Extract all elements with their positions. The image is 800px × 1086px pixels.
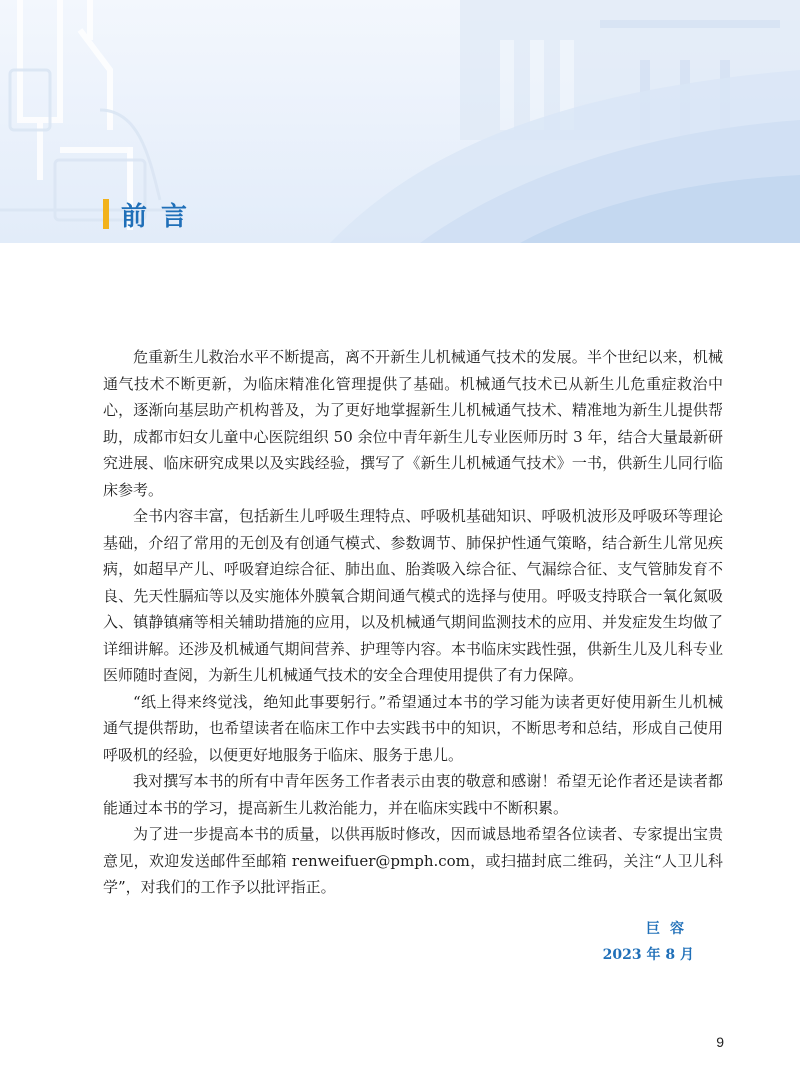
paragraph: “纸上得来终觉浅，绝知此事要躬行。”希望通过本书的学习能为读者更好使用新生儿机械通气提供帮助，也希望读者在临床工作中去实践书中的知识，不断思考和总结，形成自己使用呼吸机的经验，以便更好地服务于临床、服务于患儿。 xyxy=(103,692,723,764)
preface-body xyxy=(103,344,723,901)
header-banner xyxy=(0,0,800,243)
author-signature: 巨容 xyxy=(646,921,694,937)
paragraph: 我对撰写本书的所有中青年医务工作者表示由衷的敬意和感谢！希望无论作者还是读者都能通过本书的学习，提高新生儿救治能力，并在临床实践中不断积累。 xyxy=(103,772,723,817)
paragraph: 为了进一步提高本书的质量，以供再版时修改，因而诚恳地希望各位读者、专家提出宝贵意见，欢迎发送邮件至邮箱 renweifuer@pmph.com，或扫描封底二维码，关注“人卫儿科学”，对我们的工作予以批评指正。 xyxy=(103,825,723,896)
paragraph: 全书内容丰富，包括新生儿呼吸生理特点、呼吸机基础知识、呼吸机波形及呼吸环等理论基础，介绍了常用的无创及有创通气模式、参数调节、肺保护性通气策略，结合新生儿常见疾病，如超早产儿、呼吸窘迫综合征、肺出血、胎粪吸入综合征、气漏综合征、支气管肺发育不良、先天性膈疝等以及实施体外膜氧合期间通气模式的选择与使用。呼吸支持联合一氧化氮吸入、镇静镇痛等相关辅助措施的应用，以及机械通气期间监测技术的应用、并发症发生均做了详细讲解。还涉及机械通气期间营养、护理等内容。本书临床实践性强，供新生儿及儿科专业医师随时查阅，为新生儿机械通气技术的安全合理使用提供了有力保障。 xyxy=(103,507,723,684)
signature-date: 2023 年 8 月 xyxy=(602,947,694,963)
heading-accent-bar xyxy=(103,199,109,229)
section-heading xyxy=(103,197,201,231)
page-title: 前言 xyxy=(121,201,202,232)
page-number: 9 xyxy=(716,1034,724,1050)
paragraph: 危重新生儿救治水平不断提高，离不开新生儿机械通气技术的发展。半个世纪以来，机械通气技术不断更新，为临床精准化管理提供了基础。机械通气技术已从新生儿危重症救治中心，逐渐向基层助产机构普及，为了更好地掌握新生儿机械通气技术、精准地为新生儿提供帮助，成都市妇女儿童中心医院组织 50 余位中青年新生儿专业医师历时 3 年，结合大量最新研究进展、临床研究成果以及实践经验，撰写了《新生儿机械通气技术》一书，供新生儿同行临床参考。 xyxy=(103,348,723,499)
